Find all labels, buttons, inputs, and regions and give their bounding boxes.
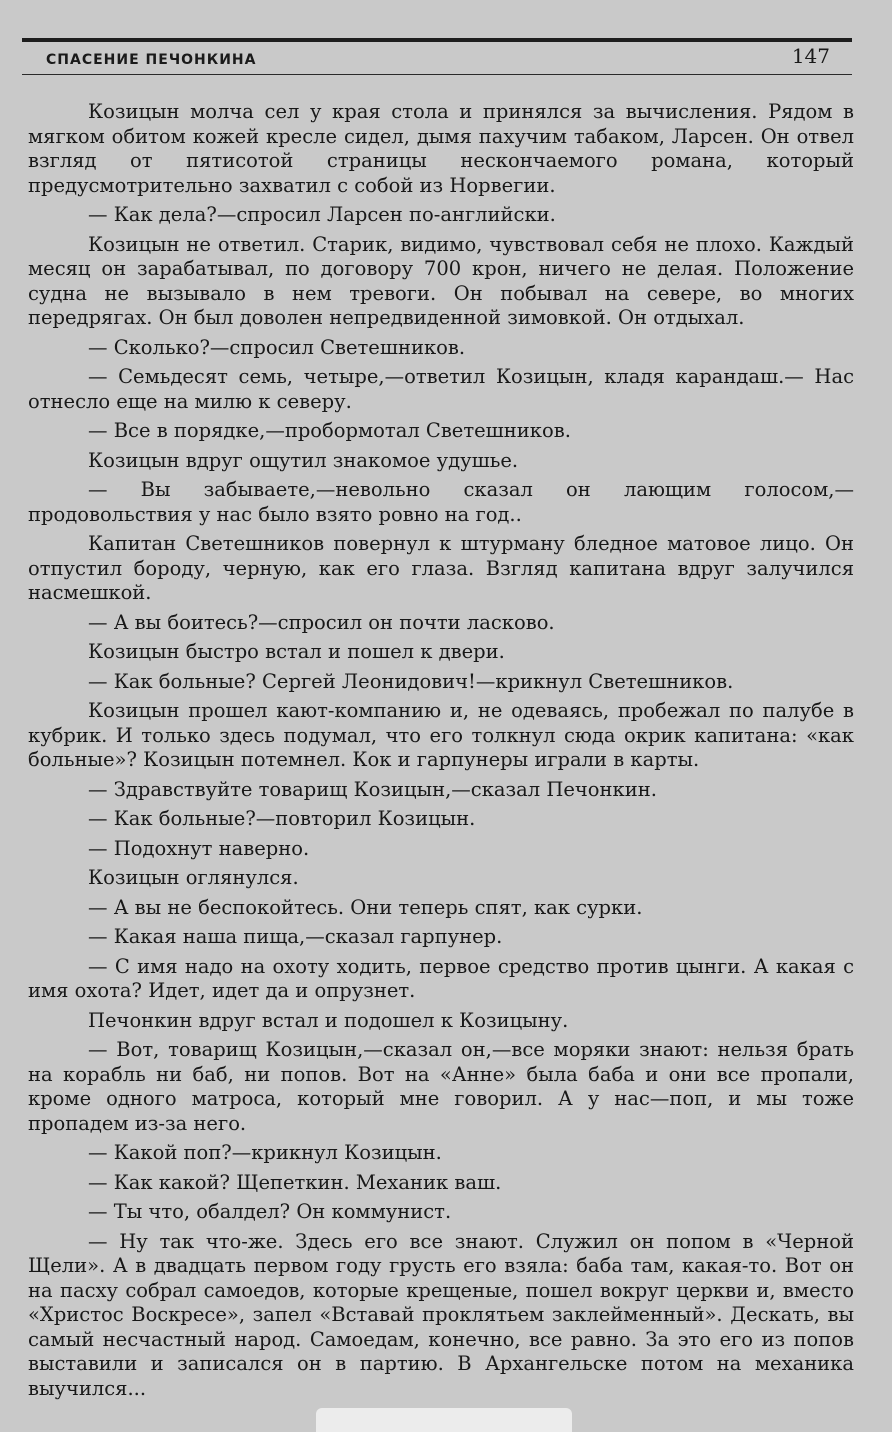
paragraph: — Здравствуйте товарищ Козицын,—сказал Печонкин. [88,777,657,801]
paragraph: Капитан Светешников повернул к штурману бледное матовое лицо. Он отпустил бороду, черную, как его глаза. Взгляд капитана вдруг залучился насмешкой. [28,532,854,604]
paragraph: — Все в порядке,—пробормотал Светешников. [88,419,571,442]
paragraph: Козицын прошел кают-компанию и, не одеваясь, пробежал по палубе в кубрик. И только здесь подумал, что его толкнул сюда окрик капитана: «как больные»? Козицын потемнел. Кок и гарпунеры играли в карты. [28,699,854,771]
paragraph: — Семьдесят семь, четыре,—ответил Козицын, кладя карандаш.— Нас отнесло еще на милю к северу. [28,365,854,413]
paragraph: Козицын быстро встал и пошел к двери. [88,640,505,663]
paragraph: Козицын не ответил. Старик, видимо, чувствовал себя не плохо. Каждый месяц он зарабатывал, по договору 700 крон, ничего не делая. Положение судна не вызывало в нем тревоги. Он побывал на севере, во многих передрягах. Он был доволен непредвиденной зимовкой. Он отдыхал. [28,232,854,329]
paragraph: — Вот, товарищ Козицын,—сказал он,—все моряки знают: нельзя брать на корабль ни баб, ни попов. Вот на «Анне» была баба и они все пропали, кроме одного матроса, который мне говорил. А у нас—поп, и мы тоже пропадем из-за него. [28,1038,854,1135]
paragraph: Козицын вдруг ощутил знакомое удушье. [88,448,519,472]
paragraph: — Как дела?—спросил Ларсен по-английски. [88,203,556,226]
running-head: СПАСЕНИЕ ПЕЧОНКИНА [46,52,257,68]
paragraph: Печонкин вдруг встал и подошел к Козицыну. [88,1008,569,1032]
page-number: 147 [791,44,830,68]
paragraph: — А вы не беспокойтесь. Они теперь спят, как сурки. [88,895,643,919]
paragraph: — Как больные? Сергей Леонидович!—крикнул Светешников. [88,669,734,693]
paragraph: Козицын оглянулся. [88,866,299,889]
paragraph: — Подохнут наверно. [88,836,310,860]
paragraph: — Сколько?—спросил Светешников. [88,335,466,359]
paragraph: — А вы боитесь?—спросил он почти ласково. [88,610,555,634]
body-text [28,100,854,1406]
paragraph: — Вы забываете,—невольно сказал он лающим голосом,—продовольствия у нас было взято ровно на год.. [28,478,854,526]
header-rule-thin [22,74,852,75]
paragraph: — Ну так что-же. Здесь его все знают. Служил он попом в «Черной Щели». А в двадцать первом году грусть его взяла: баба там, какая-то. Вот он на пасху собрал самоедов, которые крещеные, пошел вокруг церкви и, вместо «Христос Воскресе», запел «Вставай проклятьем заклейменный». Дескать, вы самый несчастный народ. Самоедам, конечно, все равно. За это его из попов выставили и записался он в партию. В Архангельске потом на механика выучился... [28,1229,854,1400]
paragraph: — Как какой? Щепеткин. Механик ваш. [88,1170,502,1194]
paragraph: — Какой поп?—крикнул Козицын. [88,1141,442,1164]
viewer-bottom-tab[interactable] [316,1408,572,1432]
paragraph: — Как больные?—повторил Козицын. [88,807,476,830]
paragraph: Козицын молча сел у края стола и принялся за вычисления. Рядом в мягком обитом кожей кресле сидел, дымя пахучим табаком, Ларсен. Он отвел взгляд от пятисотой страницы нескончаемого романа, который предусмотрительно захватил с собой из Норвегии. [28,100,854,197]
paragraph: — С имя надо на охоту ходить, первое средство против цынги. А какая с имя охота? Идет, идет да и опрузнет. [28,954,854,1002]
paragraph: — Какая наша пища,—сказал гарпунер. [88,925,503,948]
paragraph: — Ты что, обалдел? Он коммунист. [88,1200,452,1223]
header-rule-thick [22,38,852,42]
